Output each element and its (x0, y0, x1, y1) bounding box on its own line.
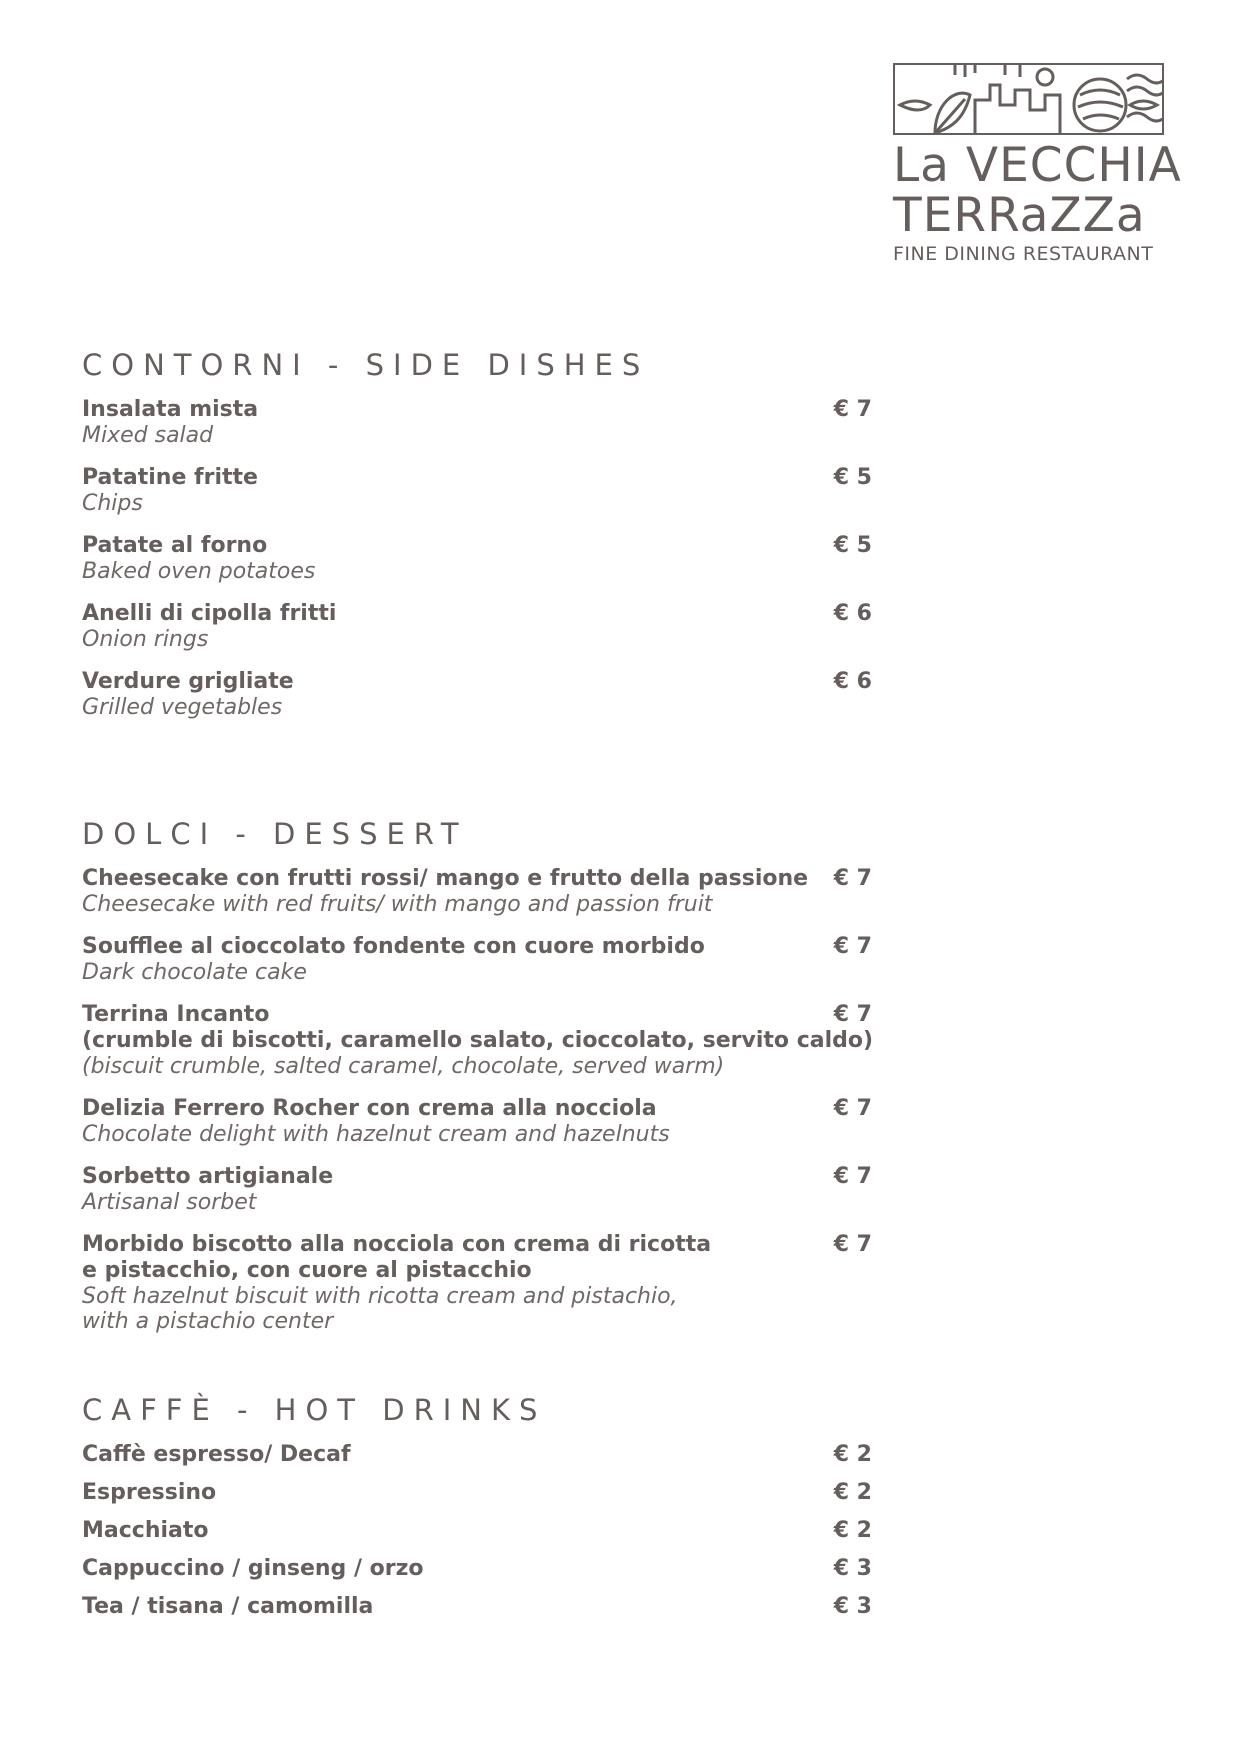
section-side-dishes (82, 345, 882, 737)
item-price: € 7 (833, 1232, 872, 1257)
item-price: € 7 (833, 1002, 872, 1027)
item-name-en: Baked oven potatoes (82, 559, 316, 584)
logo-name (893, 138, 1182, 243)
item-name-en: Mixed salad (82, 423, 214, 448)
item-name-en: Grilled vegetables (82, 695, 283, 720)
item-name-en: Dark chocolate cake (82, 960, 307, 985)
item-description-it: (crumble di biscotti, caramello salato, cioccolato, servito caldo) (82, 1028, 874, 1053)
item-name-it: Delizia Ferrero Rocher con crema alla nocciola (82, 1096, 657, 1121)
item-name-it-line2: e pistacchio, con cuore al pistacchio (82, 1258, 532, 1283)
item-name-en: Onion rings (82, 627, 209, 652)
menu-item (82, 1518, 882, 1544)
section-title: DOLCI - DESSERT (82, 817, 468, 851)
item-price: € 5 (833, 465, 872, 490)
item-price: € 3 (833, 1556, 872, 1581)
menu-item (82, 533, 882, 584)
item-name-it: Cheesecake con frutti rossi/ mango e frutto della passione (82, 866, 809, 891)
item-name-it: Patatine fritte (82, 465, 258, 490)
item-name-en: Soft hazelnut biscuit with ricotta cream and pistachio, (82, 1284, 678, 1309)
menu-item (82, 397, 882, 448)
item-price: € 7 (833, 1096, 872, 1121)
logo-name-line1: La VECCHIA (893, 138, 1182, 193)
item-price: € 7 (833, 934, 872, 959)
menu-item (82, 934, 882, 985)
item-name-it: Anelli di cipolla fritti (82, 601, 337, 626)
section-title: CAFFÈ - HOT DRINKS (82, 1393, 547, 1427)
item-name-en: Chips (82, 491, 143, 516)
menu-item (82, 465, 882, 516)
logo-tagline: FINE DINING RESTAURANT (893, 243, 1154, 265)
item-price: € 2 (833, 1442, 872, 1467)
item-description-en: (biscuit crumble, salted caramel, chocolate, served warm) (82, 1054, 725, 1079)
menu-item (82, 1556, 882, 1582)
section-title: CONTORNI - SIDE DISHES (82, 348, 650, 382)
item-price: € 5 (833, 533, 872, 558)
section-hot-drinks (82, 1390, 882, 1632)
item-price: € 7 (833, 397, 872, 422)
item-name-it: Insalata mista (82, 397, 259, 422)
menu-item (82, 866, 882, 917)
logo-name-line2: TERRaZZa (893, 188, 1146, 243)
item-name-en: Cheesecake with red fruits/ with mango and passion fruit (82, 892, 713, 917)
item-price: € 7 (833, 866, 872, 891)
item-price: € 6 (833, 601, 872, 626)
item-name-it: Cappuccino / ginseng / orzo (82, 1556, 424, 1581)
menu-item (82, 1232, 882, 1334)
item-price: € 2 (833, 1518, 872, 1543)
item-name-it: Espressino (82, 1480, 217, 1505)
item-name-it: Verdure grigliate (82, 669, 294, 694)
item-price: € 3 (833, 1594, 872, 1619)
item-price: € 6 (833, 669, 872, 694)
item-name-en: Artisanal sorbet (82, 1190, 257, 1215)
menu-item (82, 669, 882, 720)
item-name-it: Macchiato (82, 1518, 209, 1543)
menu-item (82, 1442, 882, 1468)
item-name-it: Patate al forno (82, 533, 268, 558)
logo-emblem (893, 63, 1164, 135)
menu-item (82, 601, 882, 652)
menu-item (82, 1164, 882, 1215)
item-name-en: Chocolate delight with hazelnut cream and hazelnuts (82, 1122, 670, 1147)
item-name-it: Morbido biscotto alla nocciola con crema di ricotta (82, 1232, 712, 1257)
menu-item (82, 1480, 882, 1506)
item-name-it: Terrina Incanto (82, 1002, 270, 1027)
item-name-it: Soufflee al cioccolato fondente con cuore morbido (82, 934, 705, 959)
item-name-it: Caffè espresso/ Decaf (82, 1442, 351, 1467)
restaurant-logo (893, 63, 1182, 265)
item-name-en-line2: with a pistachio center (82, 1309, 334, 1334)
item-name-it: Tea / tisana / camomilla (82, 1594, 374, 1619)
menu-item (82, 1002, 882, 1079)
menu-item (82, 1594, 882, 1620)
menu-item (82, 1096, 882, 1147)
item-price: € 7 (833, 1164, 872, 1189)
section-dessert (82, 814, 882, 1351)
logo-emblem-graphic (895, 65, 1164, 135)
item-price: € 2 (833, 1480, 872, 1505)
item-name-it: Sorbetto artigianale (82, 1164, 334, 1189)
